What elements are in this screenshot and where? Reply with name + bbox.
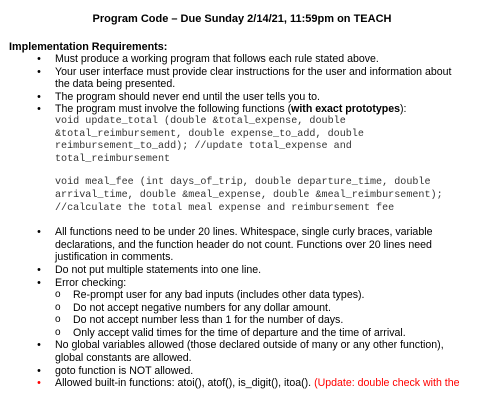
list-item bbox=[0, 264, 484, 277]
sub-bullet-icon: o bbox=[55, 289, 61, 301]
bullet-icon: • bbox=[37, 339, 41, 352]
item-text: All functions need to be under 20 lines. Whitespace, single curly braces, variable bbox=[55, 226, 433, 239]
item-text: Your user interface must provide clear instructions for the user and information about bbox=[55, 65, 452, 78]
list-item bbox=[0, 53, 484, 66]
sub-list-item bbox=[55, 302, 476, 315]
item-text: the data being presented. bbox=[55, 78, 176, 91]
item-text-part: The program must involve the following functions ( bbox=[55, 103, 292, 116]
list-item bbox=[0, 339, 484, 364]
item-text: Do not put multiple statements into one line. bbox=[55, 263, 262, 276]
page-title: Program Code – Due Sunday 2/14/21, 11:59pm on TEACH bbox=[92, 13, 392, 25]
code-line: &total_reimbursement, double expense_to_add, double bbox=[55, 128, 364, 140]
code-line: void update_total (double &total_expense, double bbox=[55, 115, 346, 127]
list-item-builtins bbox=[0, 377, 484, 390]
item-text: Error checking: bbox=[55, 276, 127, 289]
item-text: Must produce a working program that follows each rule stated above. bbox=[55, 53, 379, 65]
code-line: arrival_time, double &meal_expense, double &meal_reimbursement); bbox=[55, 189, 443, 201]
requirements-list bbox=[0, 53, 484, 390]
sub-list-item bbox=[55, 289, 476, 302]
sub-item-text: Do not accept number less than 1 for the number of days. bbox=[73, 314, 344, 327]
sub-list-item bbox=[55, 314, 476, 327]
code-line: reimbursement_to_add); //update total_expense and bbox=[55, 141, 352, 153]
spacer bbox=[55, 166, 476, 177]
item-text: goto function is NOT allowed. bbox=[55, 364, 194, 377]
item-text: justification in comments. bbox=[55, 251, 174, 264]
bullet-icon: • bbox=[37, 276, 41, 289]
bullet-icon: • bbox=[37, 364, 41, 377]
bullet-icon: • bbox=[37, 377, 41, 390]
sub-bullet-icon: o bbox=[55, 326, 61, 338]
sub-bullet-icon: o bbox=[55, 314, 61, 326]
spacer bbox=[55, 215, 476, 226]
code-line: total_reimbursement bbox=[55, 153, 171, 165]
bullet-icon: • bbox=[37, 226, 41, 239]
list-item-functions bbox=[0, 103, 484, 226]
list-item bbox=[0, 365, 484, 378]
bullet-icon: • bbox=[37, 65, 41, 78]
code-line: void meal_fee (int days_of_trip, double departure_time, double bbox=[55, 177, 431, 189]
sub-item-text: Re-prompt user for any bad inputs (includes other data types). bbox=[73, 289, 365, 302]
item-text: The program should never end until the user tells you to. bbox=[55, 90, 320, 103]
section-heading: Implementation Requirements: bbox=[9, 41, 168, 53]
bullet-icon: • bbox=[37, 53, 41, 65]
item-text: global constants are allowed. bbox=[55, 352, 192, 365]
update-note: (Update: double check with the bbox=[314, 377, 460, 390]
item-text: No global variables allowed (those declared outside of many or any other function), bbox=[55, 339, 444, 352]
code-line: //calculate the total meal expense and reimbursement fee bbox=[55, 202, 395, 214]
list-item bbox=[0, 91, 484, 104]
emphasis-text: with exact prototypes bbox=[291, 103, 401, 116]
sub-list bbox=[55, 289, 476, 339]
bullet-icon: • bbox=[37, 263, 41, 276]
item-text bbox=[55, 103, 476, 116]
list-item-error-checking bbox=[0, 277, 484, 340]
list-item bbox=[0, 226, 484, 264]
sub-item-text: Only accept valid times for the time of departure and the time of arrival. bbox=[73, 326, 406, 339]
sub-list-item bbox=[55, 327, 476, 340]
item-text-part: ): bbox=[400, 103, 407, 116]
list-item bbox=[0, 66, 484, 91]
sub-bullet-icon: o bbox=[55, 301, 61, 313]
item-text: declarations, and the function header do not count. Functions over 20 lines need bbox=[55, 238, 432, 251]
sub-item-text: Do not accept negative numbers for any dollar amount. bbox=[73, 301, 331, 314]
bullet-icon: • bbox=[37, 90, 41, 103]
bullet-icon: • bbox=[37, 103, 41, 116]
item-text: Allowed built-in functions: atoi(), atof(), is_digit(), itoa(). bbox=[55, 377, 315, 390]
